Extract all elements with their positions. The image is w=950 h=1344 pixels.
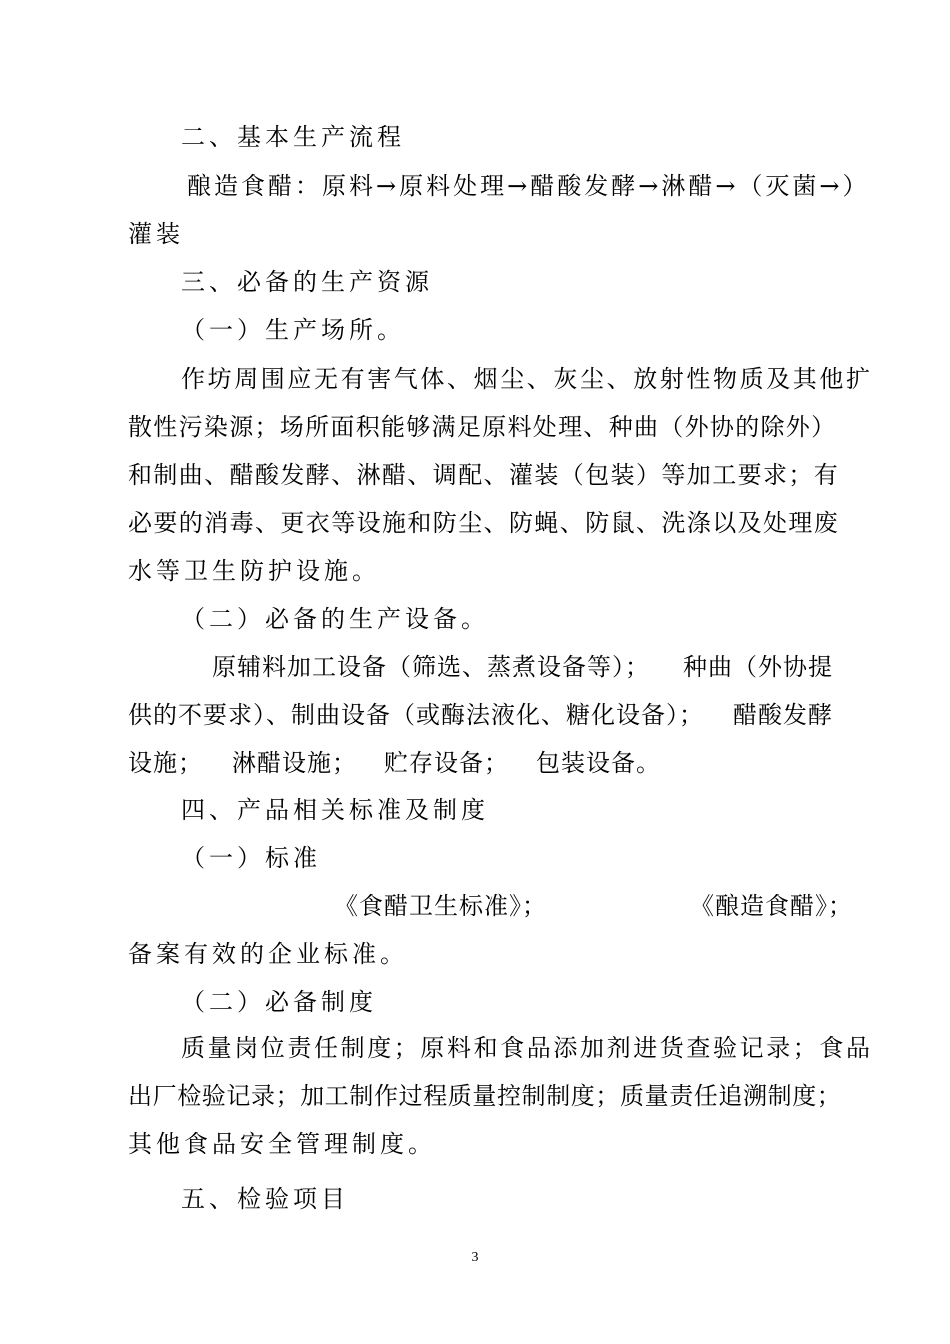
equipment-item-seed-koji: 种曲（外协提 bbox=[683, 653, 833, 681]
equipment-item-raw-material: 原辅料加工设备（筛选、蒸煮设备等）； bbox=[212, 653, 650, 681]
systems-paragraph-line-2: 出厂检验记录；加工制作过程质量控制制度；质量责任追溯制度； bbox=[128, 1082, 842, 1110]
subheading-standards: （一）标准 bbox=[181, 844, 321, 872]
equipment-item-koji-making: 供的不要求）、制曲设备（或酶法液化、糖化设备）； bbox=[128, 701, 704, 729]
site-paragraph-line-1: 作坊周围应无有害气体、烟尘、灰尘、放射性物质及其他扩 bbox=[181, 365, 873, 393]
page-number: 3 bbox=[471, 1250, 479, 1265]
site-paragraph-line-5: 水等卫生防护设施。 bbox=[128, 557, 380, 585]
systems-paragraph-line-3: 其他食品安全管理制度。 bbox=[128, 1130, 436, 1158]
subheading-production-site: （一）生产场所。 bbox=[181, 316, 405, 344]
subheading-production-equipment: （二）必备的生产设备。 bbox=[181, 605, 489, 633]
subheading-required-systems: （二）必备制度 bbox=[181, 988, 377, 1016]
site-paragraph-line-3: 和制曲、醋酸发酵、淋醋、调配、灌装（包装）等加工要求；有 bbox=[128, 461, 840, 489]
site-paragraph-line-2: 散性污染源；场所面积能够满足原料处理、种曲（外协的除外） bbox=[128, 413, 837, 441]
standard-vinegar-hygiene: 《食醋卫生标准》； bbox=[334, 892, 547, 920]
process-line-1: 酿造食醋：原料→原料处理→醋酸发酵→淋醋→（灭菌→） bbox=[187, 172, 870, 200]
equipment-item-acetic-fermentation-cont: 设施； bbox=[128, 749, 203, 777]
process-line-2: 灌装 bbox=[128, 220, 184, 248]
standard-enterprise: 备案有效的企业标准。 bbox=[128, 940, 408, 968]
equipment-item-storage: 贮存设备； bbox=[384, 749, 509, 777]
systems-paragraph-line-1: 质量岗位责任制度；原料和食品添加剂进货查验记录；食品 bbox=[181, 1034, 873, 1062]
heading-production-resources: 三、必备的生产资源 bbox=[181, 268, 433, 296]
heading-basic-process: 二、基本生产流程 bbox=[181, 123, 405, 151]
equipment-item-acetic-fermentation: 醋酸发酵 bbox=[733, 701, 833, 729]
standard-brewed-vinegar: 《酿造食醋》； bbox=[690, 892, 853, 920]
equipment-item-vinegar-leaching: 淋醋设施； bbox=[232, 749, 357, 777]
site-paragraph-line-4: 必要的消毒、更衣等设施和防尘、防蝇、防鼠、洗涤以及处理废 bbox=[128, 509, 840, 537]
heading-inspection-items: 五、检验项目 bbox=[181, 1185, 349, 1213]
heading-standards-and-systems: 四、产品相关标准及制度 bbox=[181, 796, 489, 824]
equipment-item-packaging: 包装设备。 bbox=[536, 749, 661, 777]
